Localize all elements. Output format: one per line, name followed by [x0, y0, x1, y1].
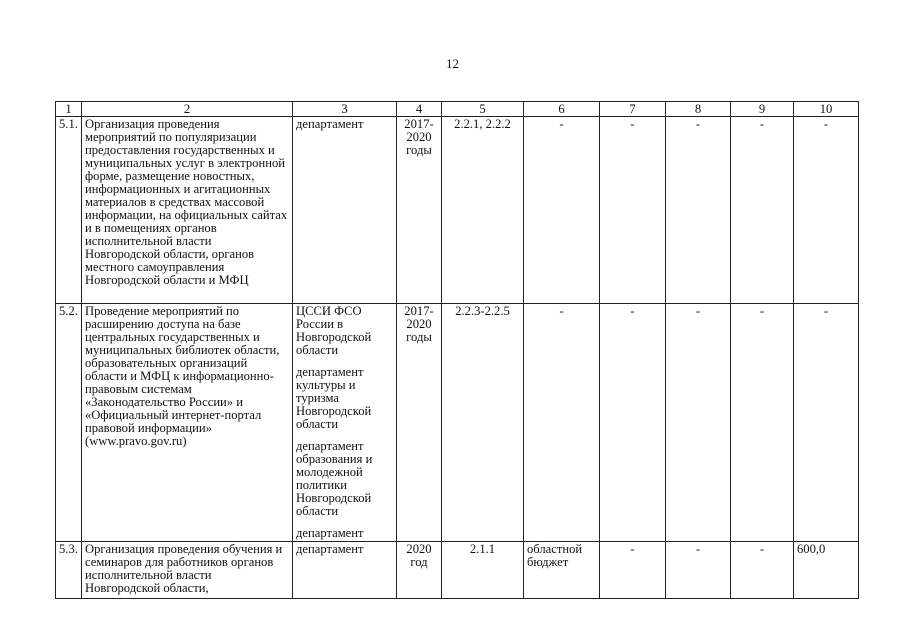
value-cell: -	[666, 117, 731, 304]
executor: департамент	[296, 526, 364, 540]
value-cell: -	[731, 304, 794, 542]
activity-text: Организация проведения обучения и семинаров для работников органов исполнительной власти Новгородской области,	[82, 542, 293, 599]
source-cell: -	[524, 117, 600, 304]
value-cell: -	[731, 117, 794, 304]
executor: департамент культуры и туризма Новгородской области	[296, 365, 372, 431]
page-number: 12	[446, 56, 459, 71]
table-row	[56, 117, 859, 304]
column-header: 8	[666, 102, 731, 117]
program-table	[55, 101, 859, 599]
column-header: 2	[82, 102, 293, 117]
table-row	[56, 304, 859, 542]
value-cell: -	[794, 117, 859, 304]
period: 2017- 2020 годы	[404, 304, 434, 344]
value-cell: -	[600, 117, 666, 304]
period-cell	[397, 304, 442, 542]
header-row	[56, 102, 859, 117]
period-cell	[397, 117, 442, 304]
value-cell: 600,0	[794, 542, 859, 599]
value-cell: -	[666, 304, 731, 542]
column-header: 5	[442, 102, 524, 117]
column-header: 10	[794, 102, 859, 117]
executor: департамент образования и молодежной политики Новгородской области	[296, 439, 373, 518]
executor: ЦССИ ФСО России в Новгородской области	[296, 304, 372, 357]
value-cell: -	[600, 304, 666, 542]
executor: департамент	[296, 117, 364, 131]
row-number: 5.1.	[56, 117, 82, 304]
executor-cell	[293, 304, 397, 542]
executor: департамент	[296, 542, 364, 556]
period: 2017- 2020 годы	[404, 117, 434, 157]
column-header: 6	[524, 102, 600, 117]
row-number: 5.2.	[56, 304, 82, 542]
value-cell: -	[666, 542, 731, 599]
indicators-cell: 2.2.1, 2.2.2	[442, 117, 524, 304]
column-header: 3	[293, 102, 397, 117]
indicators-cell: 2.1.1	[442, 542, 524, 599]
executor-cell	[293, 542, 397, 599]
column-header: 9	[731, 102, 794, 117]
column-header: 7	[600, 102, 666, 117]
value-cell: -	[600, 542, 666, 599]
source-cell: областной бюджет	[524, 542, 600, 599]
activity-text: Проведение мероприятий по расширению доступа на базе центральных государственных и муниципальных библиотек области, образовательных организаций области и МФЦ к информационно-правовым системам «Законодательство России» и «Официальный интернет-портал правовой информации» (www.pravo.gov.ru)	[82, 304, 293, 542]
executor-cell	[293, 117, 397, 304]
table-row	[56, 542, 859, 599]
value-cell: -	[794, 304, 859, 542]
period-cell	[397, 542, 442, 599]
value-cell: -	[731, 542, 794, 599]
row-number: 5.3.	[56, 542, 82, 599]
activity-text: Организация проведения мероприятий по популяризации предоставления государственных и муниципальных услуг в электронной форме, размещение новостных, информационных и агитационных материалов в средствах массовой информации, на официальных сайтах и в помещениях органов исполнительной власти Новгородской области, органов местного самоуправления Новгородской области и МФЦ	[82, 117, 293, 304]
indicators-cell: 2.2.3-2.2.5	[442, 304, 524, 542]
source-cell: -	[524, 304, 600, 542]
column-header: 1	[56, 102, 82, 117]
column-header: 4	[397, 102, 442, 117]
period: 2020 год	[406, 542, 432, 569]
